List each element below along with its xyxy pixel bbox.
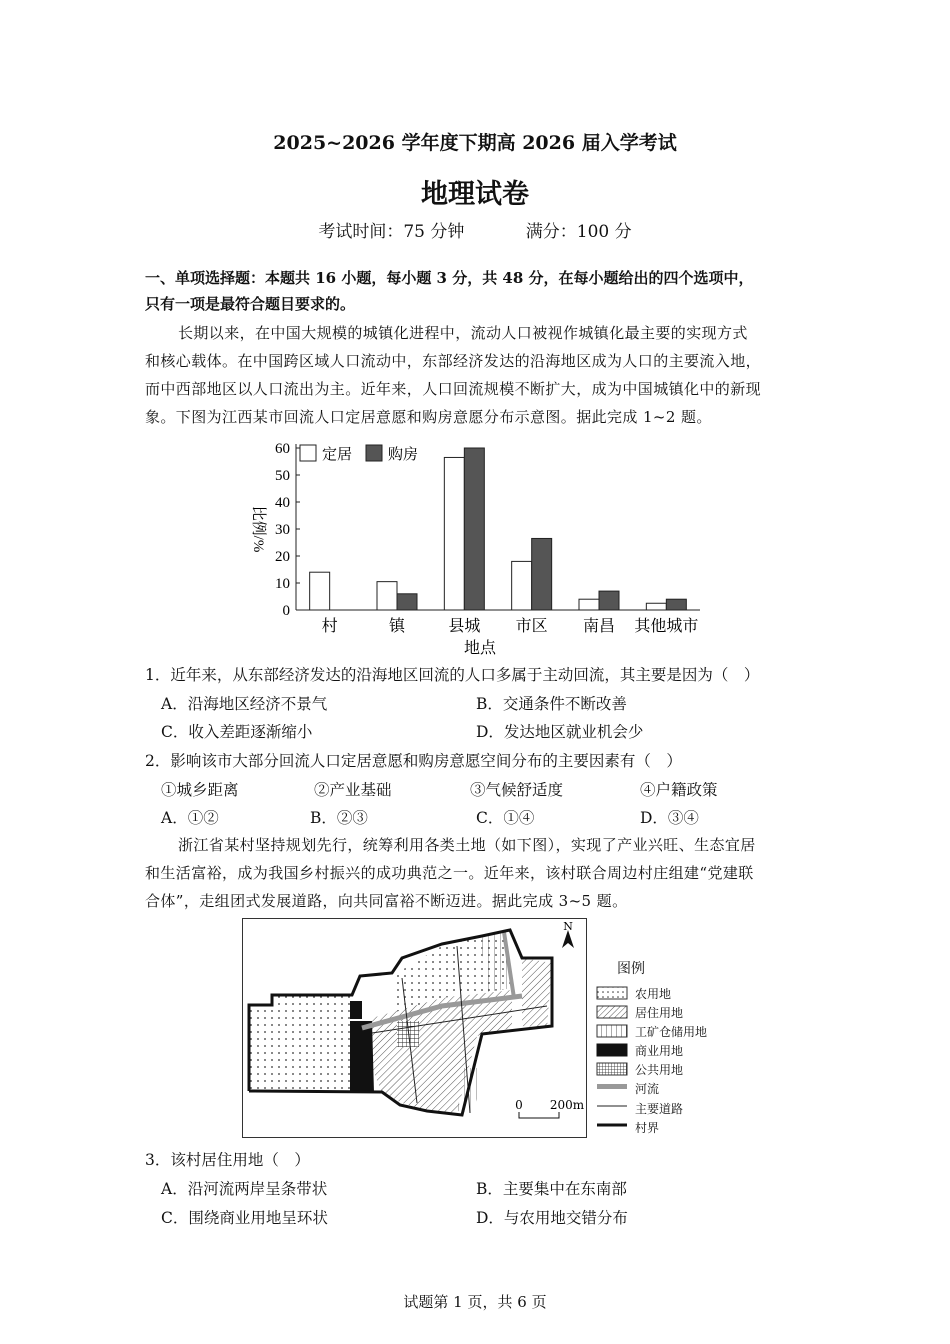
y-tick-label: 0	[282, 603, 290, 619]
bar-settle	[444, 457, 464, 610]
legend-label-public: 公共用地	[635, 1063, 684, 1077]
bar-chart	[240, 435, 710, 660]
x-tick-label: 县城	[448, 618, 481, 635]
q2-factor-2: ②产业基础	[314, 781, 392, 799]
legend-swatch-industrial	[597, 1025, 627, 1037]
legend-title: 图例	[617, 961, 645, 977]
y-tick-label: 10	[275, 576, 290, 592]
legend-swatch-public	[597, 1063, 627, 1075]
bar-house	[666, 599, 686, 610]
commercial-north	[350, 1001, 362, 1019]
legend-label-residential: 居住用地	[635, 1006, 684, 1020]
passage1-line: 象。下图为江西某市回流人口定居意愿和购房意愿分布示意图。据此完成 1~2 题。	[145, 408, 712, 426]
exam-title: 2025~2026 学年度下期高 2026 届入学考试	[273, 132, 677, 154]
legend-swatch-house	[366, 445, 382, 461]
bar-settle	[579, 599, 599, 610]
q1-option-c[interactable]: C．收入差距逐渐缩小	[161, 723, 313, 741]
legend-label-settle: 定居	[322, 447, 353, 463]
legend-swatch-settle	[300, 445, 316, 461]
q3-option-b[interactable]: B．主要集中在东南部	[476, 1180, 627, 1198]
scale-zero: 0	[515, 1098, 523, 1112]
bar-settle	[377, 582, 397, 610]
section-heading-line2: 只有一项是最符合题目要求的。	[145, 295, 356, 313]
passage1-line: 而中西部地区以人口流出为主。近年来，人口回流规模不断扩大，成为中国城镇化中的新现	[145, 380, 762, 398]
north-label: N	[563, 920, 573, 933]
q3-stem: 3．该村居住用地（ ）	[145, 1151, 310, 1169]
legend-label-boundary: 村界	[635, 1121, 660, 1135]
x-tick-label: 镇	[388, 618, 406, 635]
passage1-line: 长期以来，在中国大规模的城镇化进程中，流动人口被视作城镇化最主要的实现方式	[178, 324, 748, 342]
q3-option-a[interactable]: A．沿河流两岸呈条带状	[161, 1180, 328, 1198]
q3-option-d[interactable]: D．与农用地交错分布	[476, 1209, 628, 1227]
passage1-line: 和核心载体。在中国跨区域人口流动中，东部经济发达的沿海地区成为人口的主要流入地，	[145, 352, 762, 370]
bar-house	[397, 594, 417, 610]
legend-label-house: 购房	[388, 447, 419, 463]
q2-stem: 2．影响该市大部分回流人口定居意愿和购房意愿空间分布的主要因素有（ ）	[145, 752, 682, 770]
y-tick-label: 60	[275, 441, 290, 457]
passage2-line: 合体”，走组团式发展道路，向共同富裕不断迈进。据此完成 3~5 题。	[145, 892, 628, 910]
legend-label-farmland: 农用地	[635, 987, 672, 1001]
legend-swatch-farmland	[597, 987, 627, 999]
q1-option-a[interactable]: A．沿海地区经济不景气	[161, 695, 328, 713]
bar-house	[464, 448, 484, 610]
bar-house	[599, 591, 619, 610]
q1-stem: 1．近年来，从东部经济发达的沿海地区回流的人口多属于主动回流，其主要是因为（ ）	[145, 666, 760, 684]
q2-factor-1: ①城乡距离	[161, 781, 239, 799]
q2-option-d[interactable]: D．③④	[640, 809, 699, 827]
bar-settle	[512, 561, 532, 610]
bar-house	[532, 538, 552, 610]
legend-label-commercial: 商业用地	[635, 1044, 684, 1058]
x-axis-label: 地点	[463, 640, 497, 657]
y-tick-label: 30	[275, 522, 290, 538]
bar-settle	[646, 603, 666, 610]
commercial-area	[350, 1021, 374, 1093]
legend-swatch-river	[597, 1084, 627, 1089]
scale-length: 200m	[549, 1098, 585, 1112]
q2-factor-4: ④户籍政策	[640, 781, 718, 799]
y-tick-label: 50	[275, 468, 290, 484]
legend-swatches	[596, 985, 636, 1135]
exam-time: 考试时间：75 分钟	[318, 222, 465, 242]
q2-option-a[interactable]: A．①②	[161, 809, 219, 827]
exam-info	[0, 217, 950, 242]
subject-title: 地理试卷	[421, 179, 529, 210]
land-use-map	[242, 918, 587, 1138]
full-score: 满分：100 分	[525, 222, 632, 242]
legend-swatch-residential	[597, 1006, 627, 1018]
page-footer: 试题第 1 页，共 6 页	[403, 1293, 547, 1311]
section-heading-line1: 一、单项选择题：本题共 16 小题，每小题 3 分，共 48 分，在每小题给出的四个选项中，	[145, 269, 754, 287]
x-tick-label: 南昌	[582, 618, 616, 635]
q1-option-b[interactable]: B．交通条件不断改善	[476, 695, 627, 713]
legend-label-industrial: 工矿仓储用地	[635, 1025, 708, 1039]
passage2-line: 和生活富裕，成为我国乡村振兴的成功典范之一。近年来，该村联合周边村庄组建“党建联	[145, 864, 754, 882]
legend-label-road: 主要道路	[635, 1102, 684, 1116]
q2-option-c[interactable]: C．①④	[476, 809, 535, 827]
x-tick-label: 其他城市	[634, 618, 699, 635]
q1-option-d[interactable]: D．发达地区就业机会少	[476, 723, 644, 741]
y-axis-label: 比例/%	[250, 505, 266, 553]
q3-option-c[interactable]: C．围绕商业用地呈环状	[161, 1209, 328, 1227]
legend-swatch-commercial	[597, 1044, 627, 1056]
bar-settle	[310, 572, 330, 610]
legend-label-river: 河流	[635, 1082, 660, 1096]
farmland-west	[250, 995, 352, 1091]
x-tick-label: 村	[321, 618, 338, 635]
passage2-line: 浙江省某村坚持规划先行，统筹利用各类土地（如下图），实现了产业兴旺、生态宜居	[178, 836, 756, 854]
y-tick-label: 40	[275, 495, 290, 511]
residential-east	[522, 958, 552, 1028]
x-tick-label: 市区	[515, 618, 548, 635]
q2-option-b[interactable]: B．②③	[310, 809, 368, 827]
y-tick-label: 20	[275, 549, 290, 565]
q2-factor-3: ③气候舒适度	[470, 781, 564, 799]
